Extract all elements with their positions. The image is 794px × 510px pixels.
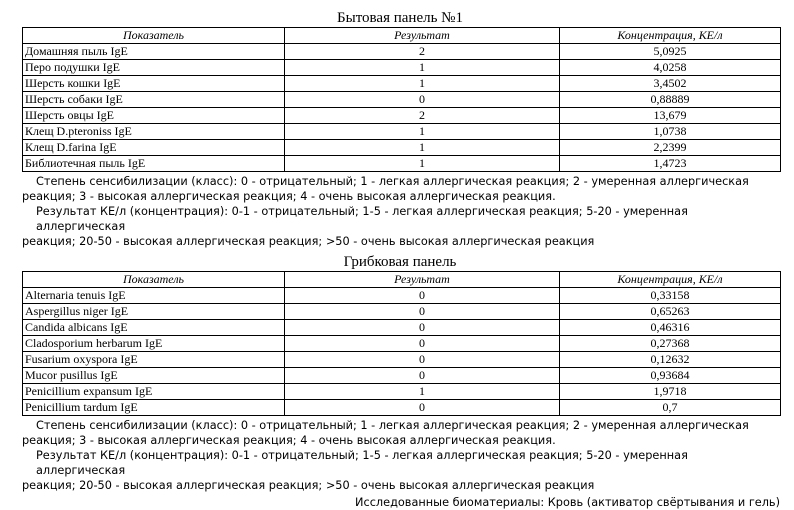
result-cell: 0 <box>285 92 560 108</box>
result-cell: 0 <box>285 288 560 304</box>
table-row <box>23 92 781 108</box>
result-cell: 0 <box>285 320 560 336</box>
column-header-concentration: Концентрация, КЕ/л <box>560 272 781 288</box>
indicator-cell: Шерсть овцы IgE <box>23 108 285 124</box>
table-row <box>23 352 781 368</box>
table-row <box>23 156 781 172</box>
concentration-cell: 0,27368 <box>560 336 781 352</box>
indicator-cell: Candida albicans IgE <box>23 320 285 336</box>
table-row <box>23 400 781 416</box>
column-header-indicator: Показатель <box>23 28 285 44</box>
concentration-cell: 4,0258 <box>560 60 781 76</box>
indicator-cell: Клещ D.pteroniss IgE <box>23 124 285 140</box>
table-row <box>23 124 781 140</box>
table-row <box>23 368 781 384</box>
panel-title: Грибковая панель <box>343 254 457 270</box>
legend-concentration-line: реакция; 20-50 - высокая аллергическая реакция; >50 - очень высокая аллергическая реакция <box>22 235 595 248</box>
indicator-cell: Fusarium oxyspora IgE <box>23 352 285 368</box>
biomaterials-note: Исследованные биоматериалы: Кровь (активатор свёртывания и гель) <box>355 496 780 509</box>
concentration-cell: 2,2399 <box>560 140 781 156</box>
panel-household <box>22 9 778 249</box>
concentration-cell: 0,65263 <box>560 304 781 320</box>
legend-fungal <box>22 418 778 493</box>
result-cell: 0 <box>285 304 560 320</box>
result-cell: 1 <box>285 60 560 76</box>
indicator-cell: Cladosporium herbarum IgE <box>23 336 285 352</box>
result-cell: 0 <box>285 336 560 352</box>
table-row <box>23 44 781 60</box>
results-table <box>22 271 781 416</box>
table-row <box>23 288 781 304</box>
result-cell: 2 <box>285 44 560 60</box>
result-cell: 0 <box>285 400 560 416</box>
table-row <box>23 76 781 92</box>
indicator-cell: Клещ D.farina IgE <box>23 140 285 156</box>
result-cell: 1 <box>285 124 560 140</box>
indicator-cell: Перо подушки IgE <box>23 60 285 76</box>
concentration-cell: 0,7 <box>560 400 781 416</box>
result-cell: 2 <box>285 108 560 124</box>
column-header-result: Результат <box>285 28 560 44</box>
concentration-cell: 1,9718 <box>560 384 781 400</box>
indicator-cell: Aspergillus niger IgE <box>23 304 285 320</box>
concentration-cell: 13,679 <box>560 108 781 124</box>
legend-class-line: реакция; 3 - высокая аллергическая реакция; 4 - очень высокая аллергическая реакция. <box>22 190 556 203</box>
table-row <box>23 60 781 76</box>
column-header-result: Результат <box>285 272 560 288</box>
table-row <box>23 304 781 320</box>
result-cell: 0 <box>285 368 560 384</box>
table-row <box>23 140 781 156</box>
legend-concentration-line: Результат КЕ/л (концентрация): 0-1 - отрицательный; 1-5 - легкая аллергическая реакция; 5-20 - умеренная аллергическая <box>36 449 688 477</box>
indicator-cell: Penicillium expansum IgE <box>23 384 285 400</box>
indicator-cell: Библиотечная пыль IgE <box>23 156 285 172</box>
concentration-cell: 1,0738 <box>560 124 781 140</box>
legend-concentration-line: Результат КЕ/л (концентрация): 0-1 - отрицательный; 1-5 - легкая аллергическая реакция; 5-20 - умеренная аллергическая <box>36 205 688 233</box>
indicator-cell: Penicillium tardum IgE <box>23 400 285 416</box>
result-cell: 1 <box>285 76 560 92</box>
indicator-cell: Шерсть кошки IgE <box>23 76 285 92</box>
concentration-cell: 0,88889 <box>560 92 781 108</box>
result-cell: 1 <box>285 140 560 156</box>
result-cell: 1 <box>285 384 560 400</box>
table-row <box>23 336 781 352</box>
table-row <box>23 384 781 400</box>
legend-class-line: реакция; 3 - высокая аллергическая реакция; 4 - очень высокая аллергическая реакция. <box>22 434 556 447</box>
indicator-cell: Mucor pusillus IgE <box>23 368 285 384</box>
legend-class-line: Степень сенсибилизации (класс): 0 - отрицательный; 1 - легкая аллергическая реакция; 2 - умеренная аллергическая <box>36 419 749 432</box>
panel-title: Бытовая панель №1 <box>337 10 463 26</box>
panel-fungal <box>22 253 778 510</box>
result-cell: 0 <box>285 352 560 368</box>
indicator-cell: Alternaria tenuis IgE <box>23 288 285 304</box>
legend-household <box>22 174 778 249</box>
table-header-row <box>23 272 781 288</box>
legend-class-line: Степень сенсибилизации (класс): 0 - отрицательный; 1 - легкая аллергическая реакция; 2 - умеренная аллергическая <box>36 175 749 188</box>
concentration-cell: 0,12632 <box>560 352 781 368</box>
indicator-cell: Шерсть собаки IgE <box>23 92 285 108</box>
table-header-row <box>23 28 781 44</box>
table-row <box>23 108 781 124</box>
concentration-cell: 5,0925 <box>560 44 781 60</box>
concentration-cell: 3,4502 <box>560 76 781 92</box>
report-page <box>22 0 778 510</box>
results-table <box>22 27 781 172</box>
concentration-cell: 0,46316 <box>560 320 781 336</box>
concentration-cell: 0,93684 <box>560 368 781 384</box>
concentration-cell: 1,4723 <box>560 156 781 172</box>
column-header-indicator: Показатель <box>23 272 285 288</box>
column-header-concentration: Концентрация, КЕ/л <box>560 28 781 44</box>
result-cell: 1 <box>285 156 560 172</box>
table-row <box>23 320 781 336</box>
legend-concentration-line: реакция; 20-50 - высокая аллергическая реакция; >50 - очень высокая аллергическая реакция <box>22 479 595 492</box>
concentration-cell: 0,33158 <box>560 288 781 304</box>
indicator-cell: Домашняя пыль IgE <box>23 44 285 60</box>
